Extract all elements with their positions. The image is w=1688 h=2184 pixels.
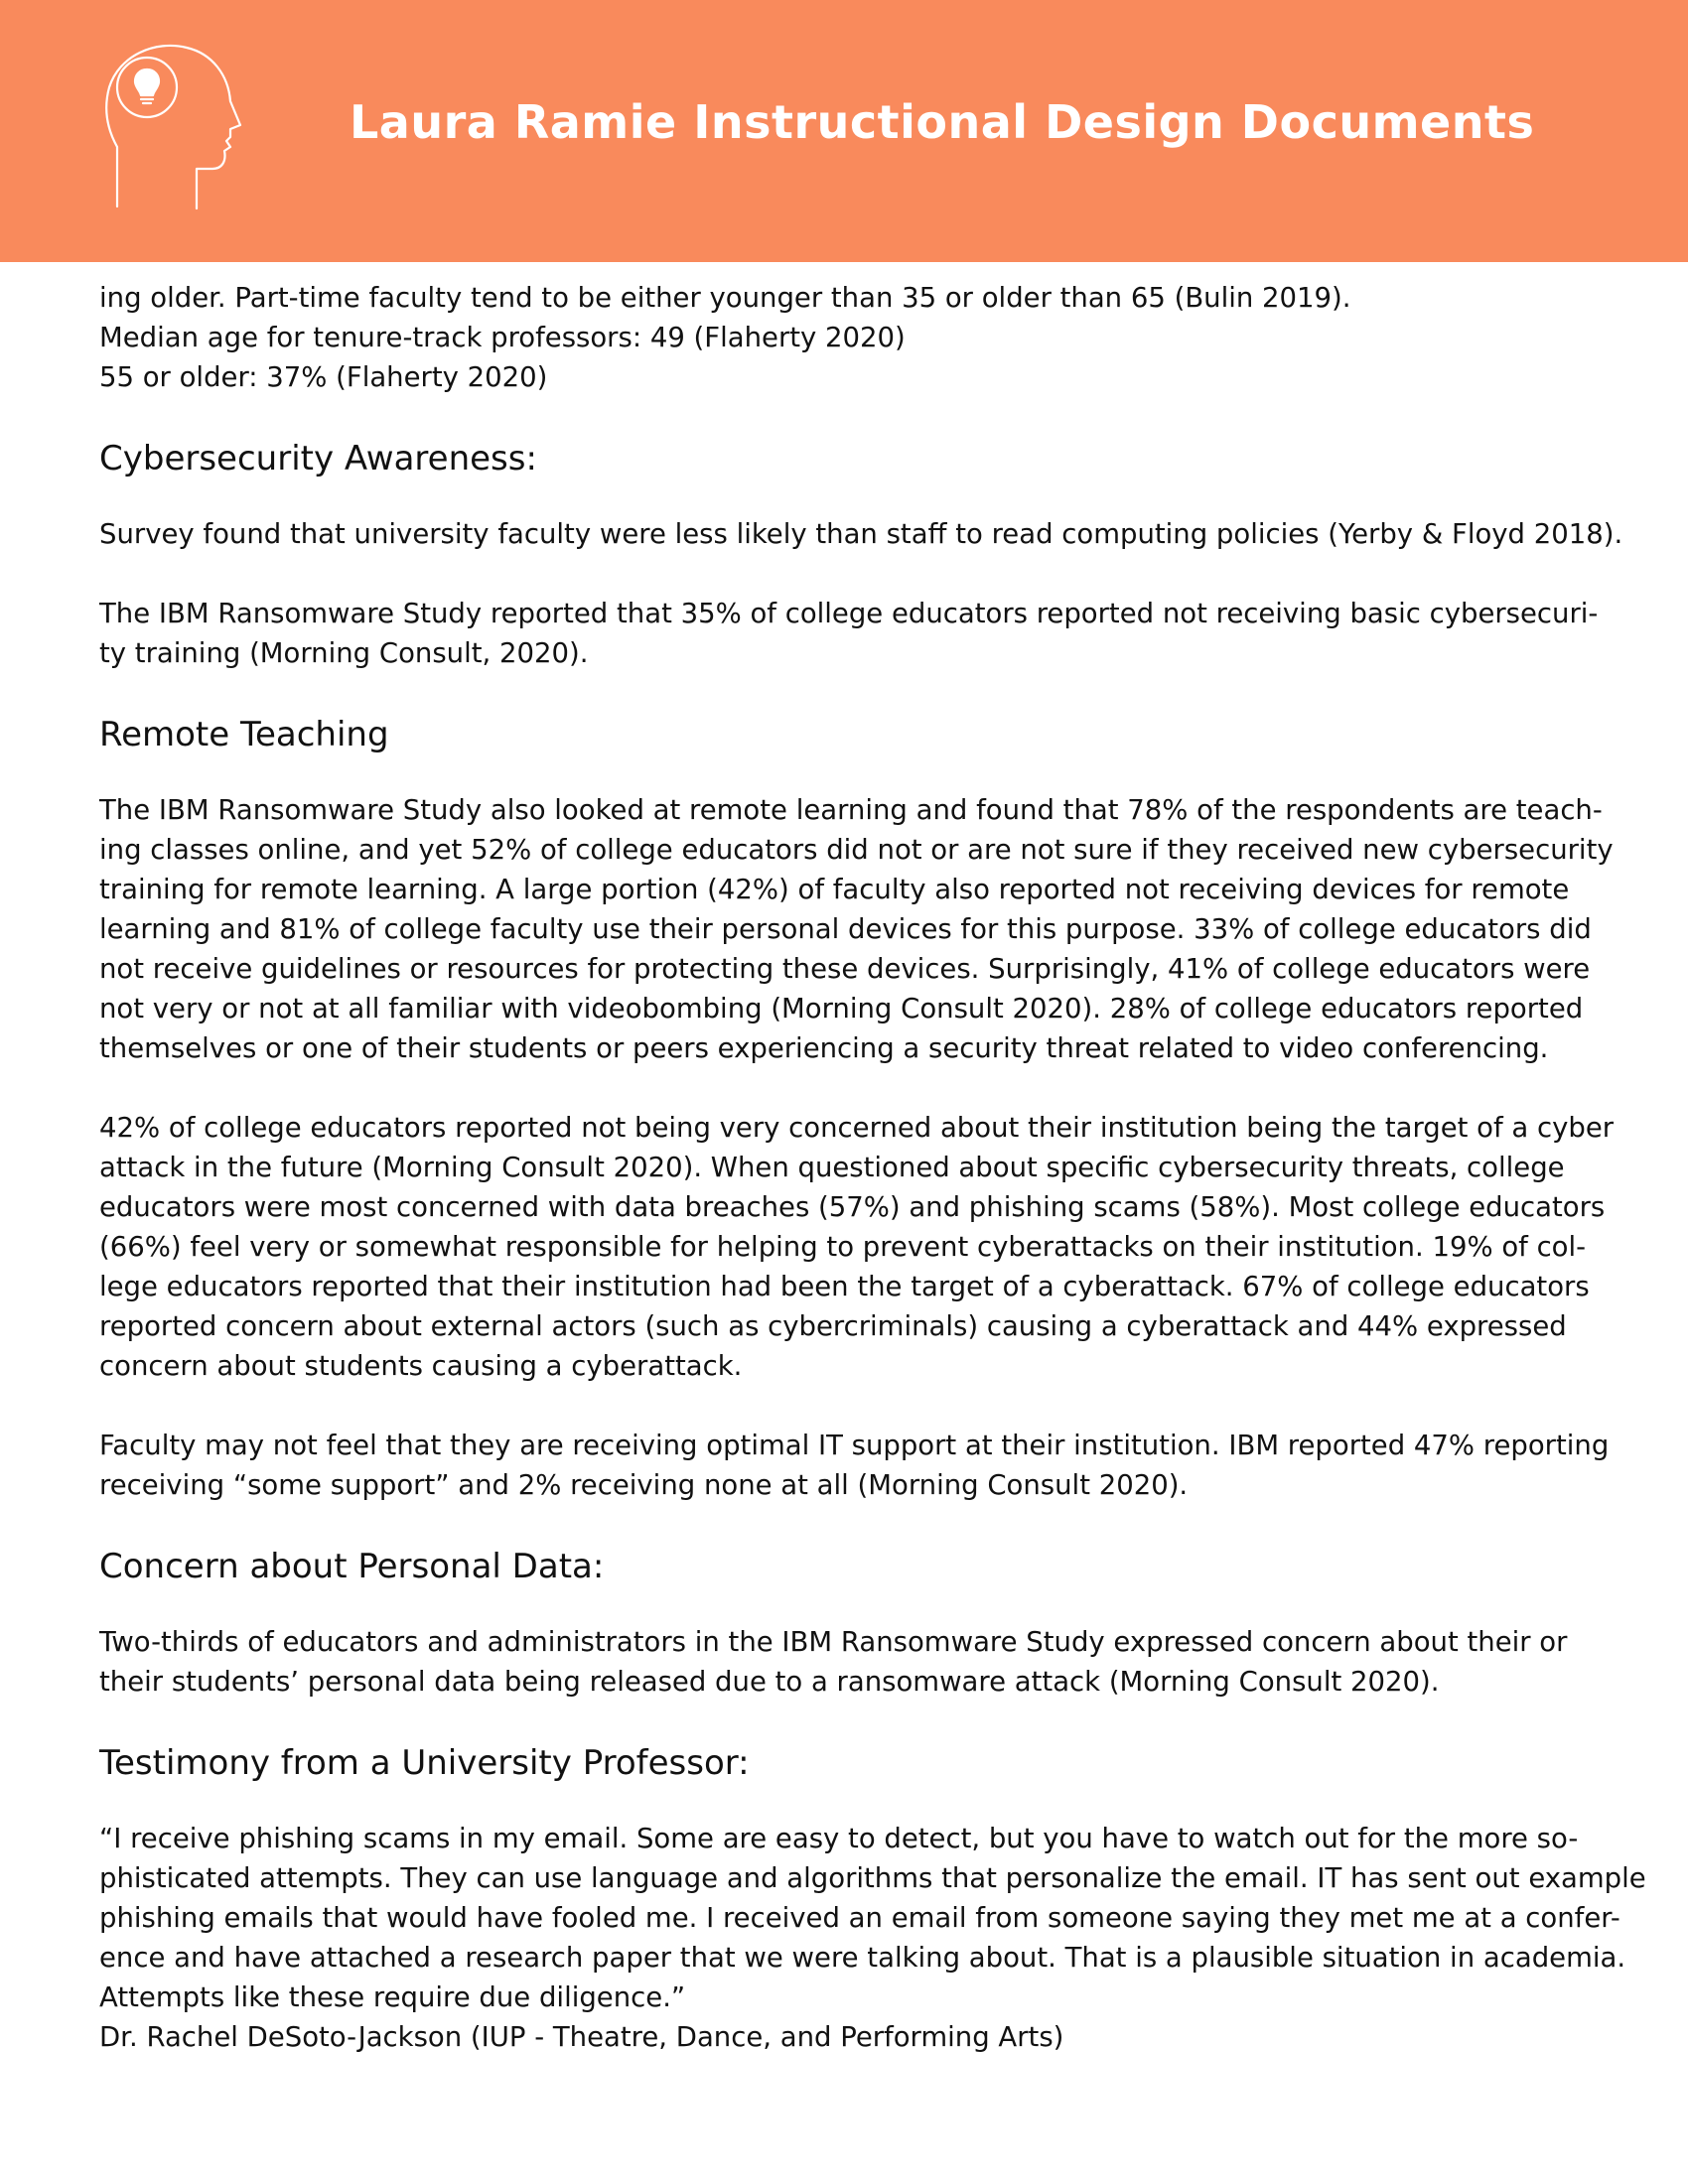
text-line: themselves or one of their students or peers experiencing a security threat related to video conferencing.: [99, 1032, 1549, 1064]
testimony-quote: [99, 1819, 1646, 2057]
text-line: ing older. Part-time faculty tend to be either younger than 35 or older than 65 (Bulin 2019).: [99, 282, 1351, 314]
text-line: not receive guidelines or resources for protecting these devices. Surprisingly, 41% of college educators were: [99, 953, 1591, 985]
text-line: ing classes online, and yet 52% of college educators did not or are not sure if they received new cybersecurity: [99, 834, 1614, 866]
head-with-lightbulb-icon: [95, 30, 244, 228]
text-line: Faculty may not feel that they are receiving optimal IT support at their institution. IBM reported 47% reporting: [99, 1430, 1610, 1461]
text-line: Two-thirds of educators and administrators in the IBM Ransomware Study expressed concern about their or: [99, 1626, 1568, 1658]
paragraph: [99, 1108, 1615, 1386]
text-line: educators were most concerned with data breaches (57%) and phishing scams (58%). Most college educators: [99, 1191, 1606, 1223]
text-line: receiving “some support” and 2% receiving none at all (Morning Consult 2020).: [99, 1469, 1189, 1501]
section-heading-personal-data: Concern about Personal Data:: [99, 1547, 605, 1586]
text-line: ty training (Morning Consult, 2020).: [99, 637, 589, 669]
text-line: not very or not at all familiar with videobombing (Morning Consult 2020). 28% of college educators reported: [99, 993, 1584, 1024]
text-line: The IBM Ransomware Study also looked at remote learning and found that 78% of the respondents are teach-: [99, 794, 1603, 826]
document-title: Laura Ramie Instructional Design Documents: [350, 95, 1535, 149]
text-line: lege educators reported that their institution had been the target of a cyberattack. 67% of college educators: [99, 1271, 1590, 1302]
paragraph: [99, 1426, 1610, 1505]
text-line: Median age for tenure-track professors: 49 (Flaherty 2020): [99, 322, 906, 353]
paragraph: [99, 790, 1614, 1068]
paragraph: [99, 594, 1599, 673]
text-line: The IBM Ransomware Study reported that 35% of college educators reported not receiving basic cybersecuri-: [99, 598, 1599, 629]
text-line: training for remote learning. A large portion (42%) of faculty also reported not receiving devices for remote: [99, 874, 1570, 905]
text-line: 55 or older: 37% (Flaherty 2020): [99, 361, 548, 393]
text-line: phishing emails that would have fooled me. I received an email from someone saying they met me at a confer-: [99, 1902, 1620, 1934]
text-line: Attempts like these require due diligence.”: [99, 1981, 686, 2013]
document-body: [99, 278, 1646, 2057]
text-line: reported concern about external actors (such as cybercriminals) causing a cyberattack and 44% expressed: [99, 1310, 1567, 1342]
text-line: learning and 81% of college faculty use their personal devices for this purpose. 33% of college educators did: [99, 913, 1592, 945]
intro-paragraph: [99, 278, 1589, 397]
section-heading-remote-teaching: Remote Teaching: [99, 715, 389, 754]
section-heading-cybersecurity: Cybersecurity Awareness:: [99, 439, 537, 478]
paragraph: [99, 514, 1623, 554]
text-line: (66%) feel very or somewhat responsible for helping to prevent cyberattacks on their institution. 19% of col-: [99, 1231, 1587, 1263]
text-line: “I receive phishing scams in my email. Some are easy to detect, but you have to watch out for the more so-: [99, 1823, 1579, 1854]
text-line: Survey found that university faculty were less likely than staff to read computing policies (Yerby & Floyd 2018).: [99, 518, 1623, 550]
quote-attribution: Dr. Rachel DeSoto-Jackson (IUP - Theatre, Dance, and Performing Arts): [99, 2021, 1064, 2053]
text-line: attack in the future (Morning Consult 2020). When questioned about specific cybersecurity threats, college: [99, 1152, 1565, 1183]
section-heading-testimony: Testimony from a University Professor:: [99, 1743, 750, 1783]
text-line: concern about students causing a cyberattack.: [99, 1350, 743, 1382]
text-line: phisticated attempts. They can use language and algorithms that personalize the email. IT has sent out example: [99, 1862, 1646, 1894]
page-header: [0, 0, 1688, 262]
paragraph: [99, 1622, 1589, 1702]
text-line: their students’ personal data being released due to a ransomware attack (Morning Consult 2020).: [99, 1666, 1440, 1698]
text-line: ence and have attached a research paper that we were talking about. That is a plausible situation in academia.: [99, 1942, 1626, 1974]
text-line: 42% of college educators reported not being very concerned about their institution being the target of a cyber: [99, 1112, 1615, 1144]
